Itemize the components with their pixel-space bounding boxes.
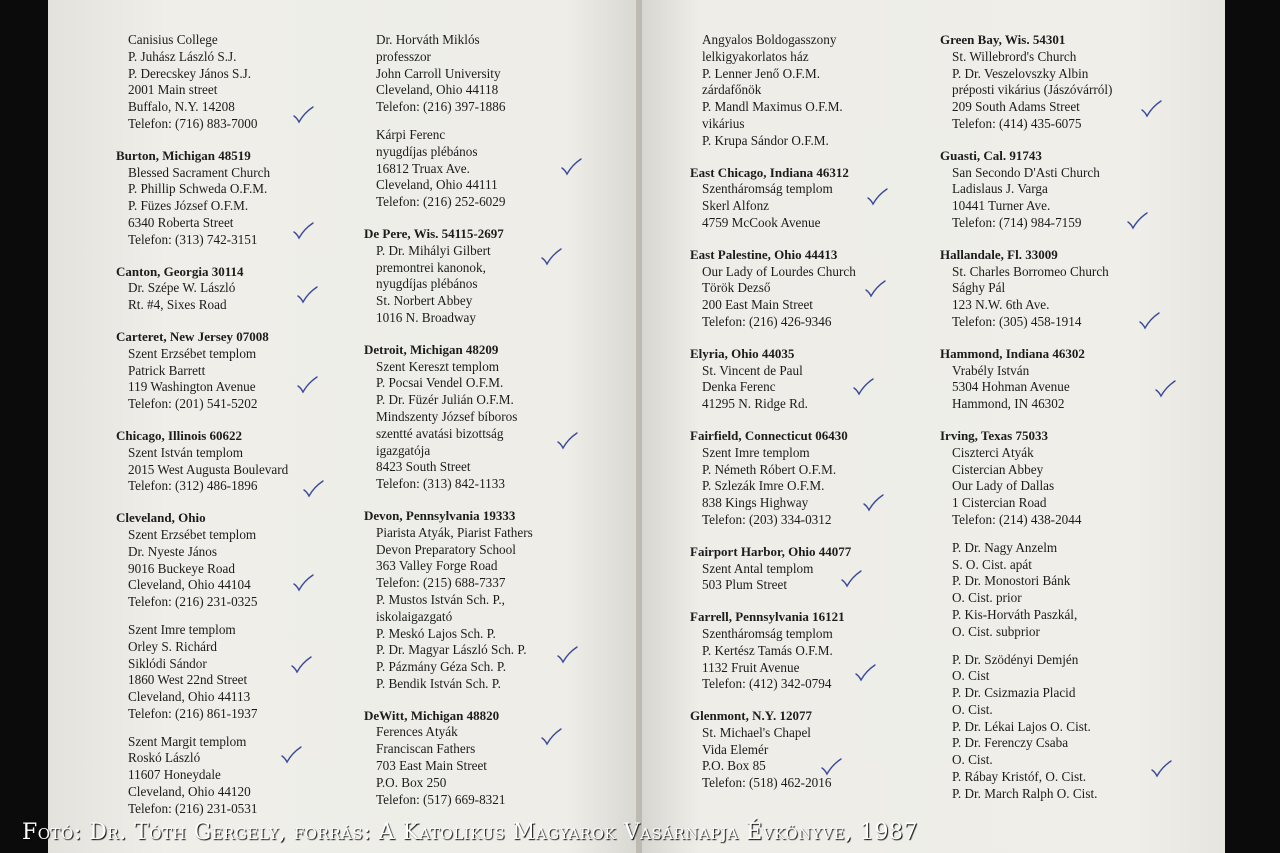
entry-line: Telefon: (203) 334-0312 — [702, 511, 832, 527]
column-2 — [364, 32, 533, 823]
entry-line: P. Dr. Csizmazia Placid — [952, 685, 1076, 701]
entry-line: Patrick Barrett — [128, 362, 206, 378]
entry-line: Szentháromság templom — [702, 181, 833, 197]
handwritten-checkmark-icon — [1154, 380, 1176, 398]
entry-line: Hammond, IN 46302 — [952, 396, 1065, 412]
entry-line: Telefon: (216) 231-0325 — [128, 594, 258, 610]
directory-entry — [116, 328, 288, 413]
directory-entry — [364, 507, 533, 693]
entry-line: P. Dr. Magyar László Sch. P. — [376, 642, 527, 658]
directory-entry — [940, 246, 1112, 331]
entry-line: Szent Imre templom — [702, 444, 810, 460]
entry-city-heading: Carteret, New Jersey 07008 — [116, 328, 269, 344]
entry-line: Szentháromság templom — [702, 625, 833, 641]
entry-line: Cleveland, Ohio 44113 — [128, 689, 251, 705]
entry-line: Cleveland, Ohio 44104 — [128, 577, 251, 593]
column-3 — [690, 32, 856, 807]
handwritten-checkmark-icon — [292, 574, 314, 592]
entry-line: 10441 Turner Ave. — [952, 198, 1051, 214]
entry-line: Dr. Horváth Miklós — [376, 32, 480, 47]
entry-line: 11607 Honeydale — [128, 767, 221, 783]
entry-line: P. Phillip Schweda O.F.M. — [128, 181, 268, 197]
entry-line: Telefon: (313) 842-1133 — [376, 476, 505, 492]
entry-line: P. Dr. Mihályi Gilbert — [376, 242, 491, 258]
entry-line: 16812 Truax Ave. — [376, 160, 470, 176]
entry-line: P. Szlezák Imre O.F.M. — [702, 478, 825, 494]
entry-line: St. Willebrord's Church — [952, 48, 1077, 64]
directory-entry — [952, 540, 1112, 641]
entry-line: Telefon: (214) 438-2044 — [952, 511, 1082, 527]
handwritten-checkmark-icon — [840, 570, 862, 588]
entry-line: premontrei kanonok, — [376, 259, 486, 275]
handwritten-checkmark-icon — [1150, 760, 1172, 778]
entry-line: P. Kis-Horváth Paszkál, — [952, 606, 1078, 622]
directory-entry — [116, 427, 289, 495]
entry-line: Dr. Nyeste János — [128, 543, 218, 559]
handwritten-checkmark-icon — [292, 222, 314, 240]
directory-entry — [376, 127, 533, 211]
entry-line: 363 Valley Forge Road — [376, 558, 498, 574]
directory-entry — [690, 708, 856, 792]
entry-line: P. Bendik István Sch. P. — [376, 675, 501, 691]
entry-city-heading: Green Bay, Wis. 54301 — [940, 32, 1066, 47]
directory-entry — [940, 345, 1112, 413]
entry-line: préposti vikárius (Jászóvárról) — [952, 82, 1113, 98]
directory-entry — [690, 164, 856, 232]
entry-line: Szent Imre templom — [128, 621, 236, 637]
entry-line: Our Lady of Lourdes Church — [702, 263, 856, 279]
entry-city-heading: Detroit, Michigan 48209 — [364, 341, 499, 357]
entry-line: P. Lenner Jenő O.F.M. — [702, 65, 820, 81]
entry-line: P. Dr. Lékai Lajos O. Cist. — [952, 718, 1091, 734]
handwritten-checkmark-icon — [292, 106, 314, 124]
handwritten-checkmark-icon — [854, 664, 876, 682]
entry-line: 4759 McCook Avenue — [702, 214, 821, 230]
directory-entry — [940, 32, 1113, 133]
entry-city-heading: Canton, Georgia 30114 — [116, 263, 244, 279]
entry-line: O. Cist. — [952, 701, 993, 717]
handwritten-checkmark-icon — [862, 494, 884, 512]
entry-line: Buffalo, N.Y. 14208 — [128, 99, 235, 115]
entry-line: Szent Kereszt templom — [376, 358, 500, 374]
entry-line: Dr. Szépe W. László — [128, 280, 236, 296]
entry-city-heading: Glenmont, N.Y. 12077 — [690, 708, 812, 724]
entry-line: Szent István templom — [128, 444, 244, 460]
entry-line: P. Kertész Tamás O.F.M. — [702, 642, 833, 658]
directory-entry — [116, 147, 288, 249]
entry-city-heading: Fairfield, Connecticut 06430 — [690, 427, 848, 443]
entry-line: 9016 Buckeye Road — [128, 560, 235, 576]
directory-entry — [690, 609, 856, 693]
handwritten-checkmark-icon — [866, 188, 888, 206]
entry-line: Roskó László — [128, 750, 201, 766]
entry-line: 1132 Fruit Avenue — [702, 659, 800, 675]
entry-line: P. Dr. March Ralph O. Cist. — [952, 785, 1098, 801]
entry-line: P. Dr. Szödényi Demjén — [952, 651, 1079, 667]
entry-line: O. Cist. — [952, 752, 993, 768]
entry-line: Telefon: (714) 984-7159 — [952, 214, 1082, 230]
entry-line: Canisius College — [128, 32, 218, 47]
entry-line: Franciscan Fathers — [376, 741, 476, 757]
entry-line: nyugdíjas plébános — [376, 276, 478, 292]
entry-line: 41295 N. Ridge Rd. — [702, 396, 808, 412]
entry-line: St. Norbert Abbey — [376, 293, 473, 309]
entry-line: P.O. Box 85 — [702, 758, 766, 774]
handwritten-checkmark-icon — [1126, 212, 1148, 230]
entry-line: O. Cist. prior — [952, 590, 1022, 606]
entry-line: St. Michael's Chapel — [702, 724, 811, 740]
entry-line: O. Cist — [952, 668, 990, 684]
entry-line: P. Dr. Nagy Anzelm — [952, 539, 1058, 555]
handwritten-checkmark-icon — [302, 480, 324, 498]
entry-city-heading: Fairport Harbor, Ohio 44077 — [690, 543, 852, 559]
entry-line: Mindszenty József bíboros — [376, 408, 518, 424]
directory-entry — [702, 32, 856, 150]
entry-line: 6340 Roberta Street — [128, 214, 234, 230]
entry-line: P. Pocsai Vendel O.F.M. — [376, 375, 504, 391]
entry-line: P. Rábay Kristóf, O. Cist. — [952, 769, 1087, 785]
directory-entry — [690, 543, 856, 594]
directory-entry — [690, 427, 856, 529]
directory-entry — [364, 707, 533, 809]
handwritten-checkmark-icon — [1138, 312, 1160, 330]
entry-line: iskolaigazgató — [376, 608, 453, 624]
entry-line: Török Dezső — [702, 280, 771, 296]
entry-line: Cleveland, Ohio 44120 — [128, 784, 251, 800]
directory-entry — [690, 246, 856, 331]
entry-line: P. Derecskey János S.J. — [128, 65, 252, 81]
entry-line: Blessed Sacrament Church — [128, 164, 271, 180]
entry-line: Telefon: (305) 458-1914 — [952, 313, 1082, 329]
entry-line: St. Vincent de Paul — [702, 362, 803, 378]
entry-line: San Secondo D'Asti Church — [952, 164, 1100, 180]
entry-line: Vida Elemér — [702, 741, 769, 757]
entry-line: Skerl Alfonz — [702, 198, 770, 214]
entry-line: Rt. #4, Sixes Road — [128, 297, 227, 313]
column-1 — [116, 32, 289, 833]
entry-line: Telefon: (716) 883-7000 — [128, 115, 258, 131]
entry-line: Ferences Atyák — [376, 724, 458, 740]
entry-line: Cleveland, Ohio 44118 — [376, 82, 499, 98]
entry-line: Telefon: (412) 342-0794 — [702, 676, 832, 692]
photo-credit: Fotó: Dr. Tóth Gergely, forrás: A Katolikus Magyarok Vasárnapja Évkönyve, 1987 — [22, 820, 919, 845]
directory-entry — [376, 32, 533, 116]
entry-city-heading: Guasti, Cal. 91743 — [940, 147, 1042, 163]
entry-line: 123 N.W. 6th Ave. — [952, 297, 1050, 313]
entry-line: 209 South Adams Street — [952, 99, 1080, 115]
handwritten-checkmark-icon — [864, 280, 886, 298]
entry-city-heading: Cleveland, Ohio — [116, 510, 206, 526]
entry-line: professzor — [376, 48, 431, 64]
handwritten-checkmark-icon — [296, 376, 318, 394]
entry-line: John Carroll University — [376, 65, 501, 81]
entry-line: Cleveland, Ohio 44111 — [376, 177, 498, 193]
entry-line: P.O. Box 250 — [376, 774, 447, 790]
entry-line: O. Cist. subprior — [952, 623, 1040, 639]
directory-entry — [128, 734, 288, 818]
entry-line: Telefon: (216) 231-0531 — [128, 800, 258, 816]
entry-line: St. Charles Borromeo Church — [952, 263, 1109, 279]
entry-line: Telefon: (313) 742-3151 — [128, 231, 258, 247]
entry-line: 838 Kings Highway — [702, 495, 809, 511]
handwritten-checkmark-icon — [540, 248, 562, 266]
entry-line: P. Krupa Sándor O.F.M. — [702, 132, 829, 148]
entry-line: 503 Plum Street — [702, 577, 787, 593]
entry-line: 1 Cistercian Road — [952, 495, 1047, 511]
handwritten-checkmark-icon — [852, 378, 874, 396]
handwritten-checkmark-icon — [1140, 100, 1162, 118]
entry-line: Angyalos Boldogasszony — [702, 32, 837, 47]
directory-entry — [690, 345, 856, 413]
entry-line: vikárius — [702, 115, 745, 131]
handwritten-checkmark-icon — [280, 746, 302, 764]
entry-line: Telefon: (312) 486-1896 — [128, 478, 258, 494]
entry-city-heading: East Palestine, Ohio 44413 — [690, 246, 838, 262]
book-gutter — [636, 0, 642, 853]
entry-city-heading: Devon, Pennsylvania 19333 — [364, 507, 516, 523]
entry-line: Telefon: (414) 435-6075 — [952, 115, 1082, 131]
entry-line: 5304 Hohman Avenue — [952, 379, 1070, 395]
directory-entry — [116, 263, 288, 314]
column-4 — [940, 32, 1113, 818]
handwritten-checkmark-icon — [540, 728, 562, 746]
entry-line: P. Németh Róbert O.F.M. — [702, 461, 837, 477]
entry-line: lelkigyakorlatos ház — [702, 48, 809, 64]
entry-city-heading: Chicago, Illinois 60622 — [116, 427, 243, 443]
handwritten-checkmark-icon — [556, 646, 578, 664]
entry-line: 119 Washington Avenue — [128, 379, 256, 395]
entry-city-heading: Burton, Michigan 48519 — [116, 147, 251, 163]
entry-line: Szent Erzsébet templom — [128, 526, 257, 542]
entry-line: Our Lady of Dallas — [952, 478, 1055, 494]
entry-line: P. Pázmány Géza Sch. P. — [376, 659, 507, 675]
entry-city-heading: DeWitt, Michigan 48820 — [364, 707, 500, 723]
entry-line: Telefon: (517) 669-8321 — [376, 791, 506, 807]
entry-city-heading: Irving, Texas 75033 — [940, 427, 1048, 443]
directory-entry — [364, 341, 533, 493]
entry-line: Denka Ferenc — [702, 379, 776, 395]
entry-line: Telefon: (518) 462-2016 — [702, 775, 832, 791]
entry-line: igazgatója — [376, 442, 431, 458]
entry-line: P. Mandl Maximus O.F.M. — [702, 99, 843, 115]
entry-line: Piarista Atyák, Piarist Fathers — [376, 524, 533, 540]
entry-line: Telefon: (201) 541-5202 — [128, 396, 258, 412]
directory-entry — [940, 147, 1112, 232]
entry-line: 1016 N. Broadway — [376, 309, 476, 325]
entry-line: szentté avatási bizottság — [376, 425, 504, 441]
handwritten-checkmark-icon — [296, 286, 318, 304]
entry-line: Telefon: (216) 861-1937 — [128, 705, 258, 721]
handwritten-checkmark-icon — [560, 158, 582, 176]
entry-line: nyugdíjas plébános — [376, 143, 478, 159]
entry-line: Kárpi Ferenc — [376, 126, 446, 142]
entry-line: 200 East Main Street — [702, 297, 813, 313]
entry-line: Telefon: (216) 397-1886 — [376, 99, 506, 115]
directory-entry — [128, 622, 288, 723]
entry-line: Devon Preparatory School — [376, 541, 516, 557]
directory-entry — [364, 225, 533, 327]
entry-line: Szent Erzsébet templom — [128, 345, 257, 361]
entry-city-heading: De Pere, Wis. 54115-2697 — [364, 225, 504, 241]
handwritten-checkmark-icon — [820, 758, 842, 776]
directory-entry — [952, 652, 1112, 803]
entry-line: 1860 West 22nd Street — [128, 672, 248, 688]
entry-line: Orley S. Richárd — [128, 638, 217, 654]
entry-line: P. Mustos István Sch. P., — [376, 591, 505, 607]
entry-line: Telefon: (216) 252-6029 — [376, 194, 506, 210]
entry-line: S. O. Cist. apát — [952, 556, 1032, 572]
entry-line: P. Dr. Füzér Julián O.F.M. — [376, 392, 514, 408]
handwritten-checkmark-icon — [556, 432, 578, 450]
entry-line: Szent Antal templom — [702, 560, 814, 576]
entry-line: Ciszterci Atyák — [952, 444, 1034, 460]
entry-line: Sághy Pál — [952, 280, 1006, 296]
entry-line: zárdafőnök — [702, 82, 762, 98]
entry-city-heading: Hammond, Indiana 46302 — [940, 345, 1085, 361]
entry-line: 8423 South Street — [376, 459, 471, 475]
entry-city-heading: Elyria, Ohio 44035 — [690, 345, 795, 361]
entry-line: P. Dr. Ferenczy Csaba — [952, 735, 1069, 751]
entry-line: 2015 West Augusta Boulevard — [128, 461, 289, 477]
entry-line: Siklódi Sándor — [128, 655, 207, 671]
directory-entry — [128, 32, 288, 133]
entry-line: P. Füzes József O.F.M. — [128, 198, 249, 214]
entry-line: P. Dr. Monostori Bánk — [952, 573, 1071, 589]
directory-entry — [940, 427, 1112, 529]
handwritten-checkmark-icon — [290, 656, 312, 674]
entry-line: Cistercian Abbey — [952, 461, 1044, 477]
entry-line: P. Meskó Lajos Sch. P. — [376, 625, 496, 641]
entry-line: 2001 Main street — [128, 82, 218, 98]
entry-line: P. Juhász László S.J. — [128, 48, 237, 64]
entry-line: Vrabély István — [952, 362, 1030, 378]
entry-line: Telefon: (215) 688-7337 — [376, 575, 506, 591]
directory-entry — [116, 510, 288, 611]
entry-line: P. Dr. Veszelovszky Albin — [952, 65, 1089, 81]
entry-line: Telefon: (216) 426-9346 — [702, 313, 832, 329]
entry-line: Ladislaus J. Varga — [952, 181, 1048, 197]
entry-city-heading: Farrell, Pennsylvania 16121 — [690, 609, 845, 625]
entry-city-heading: East Chicago, Indiana 46312 — [690, 164, 849, 180]
entry-line: Szent Margit templom — [128, 733, 247, 749]
entry-city-heading: Hallandale, Fl. 33009 — [940, 246, 1058, 262]
entry-line: 703 East Main Street — [376, 758, 487, 774]
